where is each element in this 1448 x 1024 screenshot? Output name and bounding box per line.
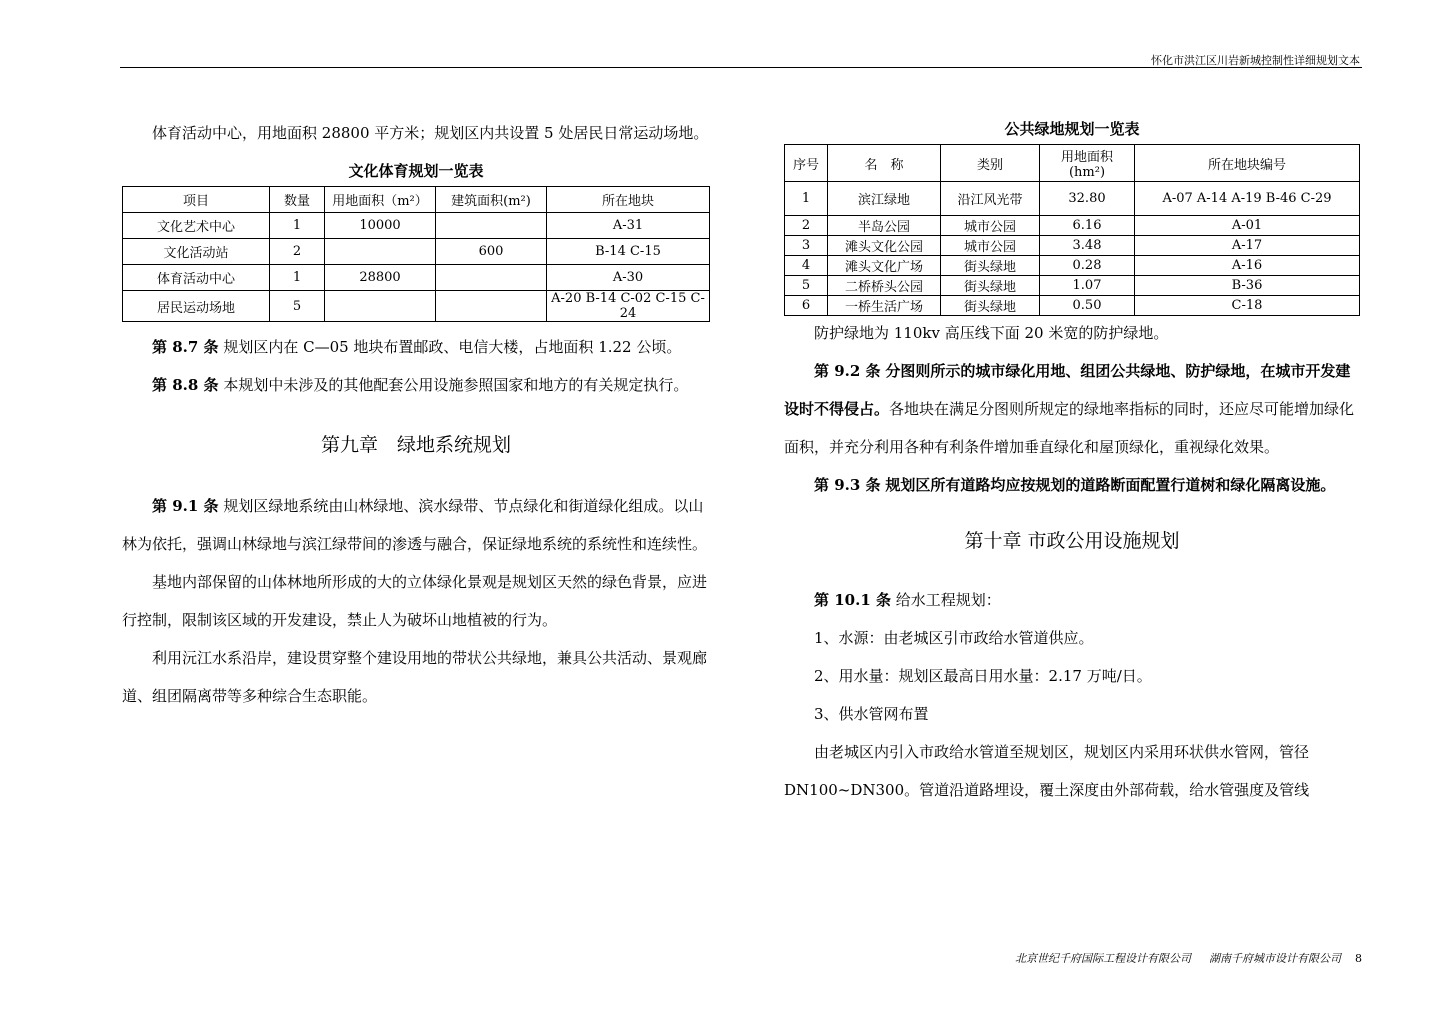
article-label: 第 9.1 条 [152,497,219,515]
table-cell: C-18 [1135,296,1360,316]
table-cell: 600 [436,239,547,265]
table-cell: 0.50 [1040,296,1135,316]
paragraph-base-landscape: 基地内部保留的山体林地所形成的大的立体绿化景观是规划区天然的绿色背景，应进行控制，限制该区域的开发建设，禁止人为破坏山地植被的行为。 [122,573,708,629]
article-text: 规划区内在 C—05 地块布置邮政、电信大楼，占地面积 1.22 公顷。 [223,338,682,356]
article-text: 本规划中未涉及的其他配套公用设施参照国家和地方的有关规定执行。 [223,376,689,394]
table-cell: 6 [785,296,828,316]
table-cell: A-20 B-14 C-02 C-15 C-24 [547,291,710,322]
chapter-9-title: 第九章 绿地系统规划 [320,434,511,456]
table-cell: B-36 [1135,276,1360,296]
article-9-2 [784,352,1360,466]
table-header-cell: 建筑面积(m²) [436,187,547,213]
table-cell: 3.48 [1040,236,1135,256]
table-row [123,291,710,322]
table-cell [325,291,436,322]
culture-sports-table-title: 文化体育规划一览表 [348,162,484,180]
header-rule [120,67,1362,68]
right-column [784,114,1360,809]
table-cell [325,239,436,265]
table-cell: A-16 [1135,256,1360,276]
table-header-cell: 序号 [785,145,828,182]
table-cell: 滩头文化广场 [828,256,941,276]
table-cell: 4 [785,256,828,276]
table-row [785,216,1360,236]
article-9-1 [122,487,710,563]
table-cell [436,213,547,239]
table-cell: 滩头文化公园 [828,236,941,256]
list-item: 1、水源：由老城区引市政给水管道供应。 [814,629,1094,647]
public-green-table [784,144,1360,316]
table-header-cell: 类别 [941,145,1040,182]
table-cell: 1 [270,265,325,291]
page-number: 8 [1355,952,1362,965]
public-green-table-title: 公共绿地规划一览表 [1004,120,1140,138]
table-header-cell: 所在地块编号 [1135,145,1360,182]
article-label: 第 8.8 条 [152,376,219,394]
table-cell: 0.28 [1040,256,1135,276]
table-cell: 文化活动站 [123,239,270,265]
table-cell: A-17 [1135,236,1360,256]
table-cell: 5 [785,276,828,296]
table-cell: 城市公园 [941,236,1040,256]
table-cell: 居民运动场地 [123,291,270,322]
table-row [785,296,1360,316]
article-label: 第 8.7 条 [152,338,219,356]
article-8-8 [122,366,710,404]
table-cell: A-31 [547,213,710,239]
table-cell: 32.80 [1040,182,1135,216]
table-cell: 城市公园 [941,216,1040,236]
table-cell: 一桥生活广场 [828,296,941,316]
table-row [785,236,1360,256]
paragraph-buffer-green: 防护绿地为 110kv 高压线下面 20 米宽的防护绿地。 [814,324,1169,342]
left-column [122,114,710,715]
table-row [785,182,1360,216]
table-cell: 28800 [325,265,436,291]
table-row [785,276,1360,296]
paragraph-sports-center: 体育活动中心，用地面积 28800 平方米；规划区内共设置 5 处居民日常运动场地。 [152,124,709,142]
article-label: 第 9.2 条 [814,362,881,380]
table-header-cell: 名 称 [828,145,941,182]
table-header-row [785,145,1360,182]
table-cell: 二桥桥头公园 [828,276,941,296]
running-header: 怀化市洪江区川岩新城控制性详细规划文本 [1151,54,1360,67]
article-9-3 [784,466,1360,504]
table-header-cell [1040,145,1135,182]
table-cell: 体育活动中心 [123,265,270,291]
table-cell: A-07 A-14 A-19 B-46 C-29 [1135,182,1360,216]
article-10-1 [784,581,1360,619]
table-header-cell: 项目 [123,187,270,213]
table-header-cell: 数量 [270,187,325,213]
table-cell [436,291,547,322]
list-item: 2、用水量：规划区最高日用水量：2.17 万吨/日。 [814,667,1152,685]
table-cell: 滨江绿地 [828,182,941,216]
table-row [123,213,710,239]
table-cell: 沿江风光带 [941,182,1040,216]
table-cell: 1 [785,182,828,216]
table-header-cell: 所在地块 [547,187,710,213]
paragraph-pipe-network: 由老城区内引入市政给水管道至规划区，规划区内采用环状供水管网，管径 DN100~DN300。管道沿道路埋设，覆土深度由外部荷载，给水管强度及管线 [784,743,1310,799]
table-cell: 半岛公园 [828,216,941,236]
table-cell: 1 [270,213,325,239]
table-row [123,265,710,291]
article-label: 第 9.3 条 [814,476,881,494]
article-8-7 [122,328,710,366]
table-row [123,239,710,265]
table-cell: A-01 [1135,216,1360,236]
table-cell: 2 [270,239,325,265]
table-header-cell: 用地面积（m²） [325,187,436,213]
table-cell: 6.16 [1040,216,1135,236]
article-label: 第 10.1 条 [814,591,891,609]
table-cell: B-14 C-15 [547,239,710,265]
article-text: 各地块在满足分图则所规定的绿地率指标的同时，还应尽可能增加绿化面积，并充分利用各种有利条件增加垂直绿化和屋顶绿化，重视绿化效果。 [784,400,1355,456]
article-text: 给水工程规划： [895,591,1001,609]
table-cell: A-30 [547,265,710,291]
table-cell: 5 [270,291,325,322]
table-cell: 街头绿地 [941,296,1040,316]
culture-sports-table [122,186,710,322]
table-cell: 文化艺术中心 [123,213,270,239]
footer-company-1: 北京世纪千府国际工程设计有限公司 [1015,952,1191,965]
footer-company-2: 湖南千府城市设计有限公司 [1209,952,1341,965]
table-cell: 1.07 [1040,276,1135,296]
table-cell: 2 [785,216,828,236]
page-footer [1015,950,1362,966]
table-cell [436,265,547,291]
article-text: 规划区绿地系统由山林绿地、滨水绿带、节点绿化和街道绿化组成。以山林为依托，强调山林绿地与滨江绿带间的渗透与融合，保证绿地系统的系统性和连续性。 [122,497,708,553]
area-header-unit: (hm²) [1068,165,1106,180]
area-header-line1: 用地面积 [1060,150,1113,165]
article-bold-text: 规划区所有道路均应按规划的道路断面配置行道树和绿化隔离设施。 [885,476,1336,494]
table-cell: 3 [785,236,828,256]
table-row [785,256,1360,276]
table-cell: 街头绿地 [941,256,1040,276]
table-cell: 街头绿地 [941,276,1040,296]
table-header-row [123,187,710,213]
table-cell: 10000 [325,213,436,239]
paragraph-river-greenbelt: 利用沅江水系沿岸，建设贯穿整个建设用地的带状公共绿地，兼具公共活动、景观廊道、组团隔离带等多种综合生态职能。 [122,649,708,705]
article-bold-text: 分图则所示的城市绿化用地、组团公共绿地、防护绿地，在城市开发建设时不得侵占。 [784,362,1351,418]
chapter-10-title: 第十章 市政公用设施规划 [964,530,1180,552]
list-item: 3、供水管网布置 [814,705,929,723]
